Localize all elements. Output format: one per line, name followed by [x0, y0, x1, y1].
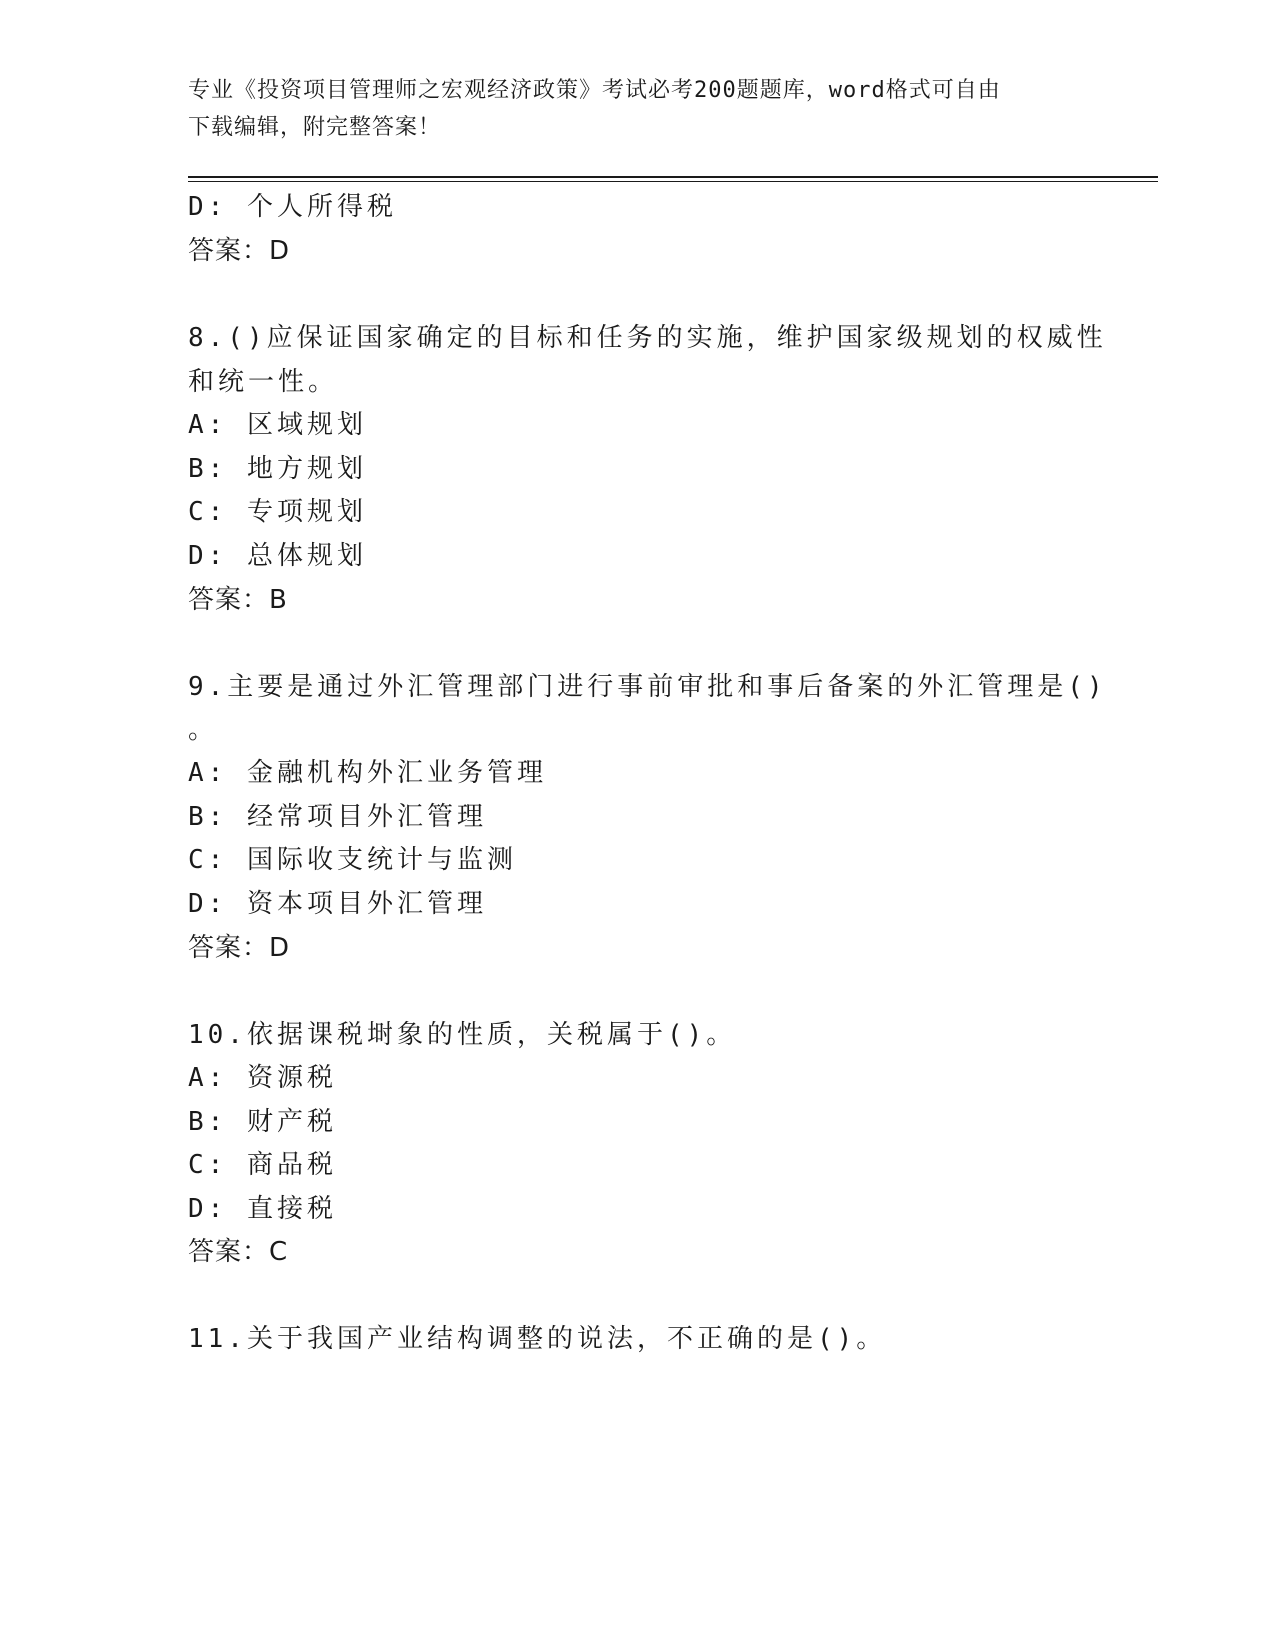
header-line-1: 专业《投资项目管理师之宏观经济政策》考试必考200题题库，word格式可自由: [188, 78, 1001, 103]
q8-option-d: D: 总体规划: [188, 541, 367, 571]
document-header: [188, 72, 1088, 146]
q10-option-c: C: 商品税: [188, 1150, 337, 1180]
q10-stem-line-1: 10.依据课税埘象的性质，关税属于()。: [188, 1020, 737, 1050]
q9-answer: 答案：D: [188, 933, 291, 963]
q9-option-a: A: 金融机构外汇业务管理: [188, 758, 547, 788]
header-line-2: 下载编辑，附完整答案！: [188, 115, 442, 140]
q8-stem-line-1: 8.()应保证国家确定的目标和任务的实施，维护国家级规划的权威性: [188, 323, 1107, 353]
q8-option-b: B: 地方规划: [188, 454, 367, 484]
q7-option-d: D: 个人所得税: [188, 192, 397, 222]
q10-option-d: D: 直接税: [188, 1194, 337, 1224]
q11-stem-line-1: 11.关于我国产业结构调整的说法，不正确的是()。: [188, 1324, 887, 1354]
q8-answer: 答案：B: [188, 585, 288, 615]
q9-option-b: B: 经常项目外汇管理: [188, 802, 487, 832]
q8-option-c: C: 专项规划: [188, 497, 367, 527]
q9-option-c: C: 国际收支统计与监测: [188, 845, 517, 875]
q9-option-d: D: 资本项目外汇管理: [188, 889, 487, 919]
q8-option-a: A: 区域规划: [188, 410, 367, 440]
q9-stem-line-1: 9.主要是通过外汇管理部门进行事前审批和事后备案的外汇管理是(): [188, 672, 1107, 702]
q10-option-b: B: 财产税: [188, 1107, 337, 1137]
q7-answer: 答案：D: [188, 236, 291, 266]
header-divider: [188, 176, 1158, 182]
q10-answer: 答案：C: [188, 1237, 289, 1267]
q9-stem-line-2: 。: [188, 715, 219, 745]
q8-stem-line-2: 和统一性。: [188, 367, 339, 397]
q10-option-a: A: 资源税: [188, 1063, 337, 1093]
